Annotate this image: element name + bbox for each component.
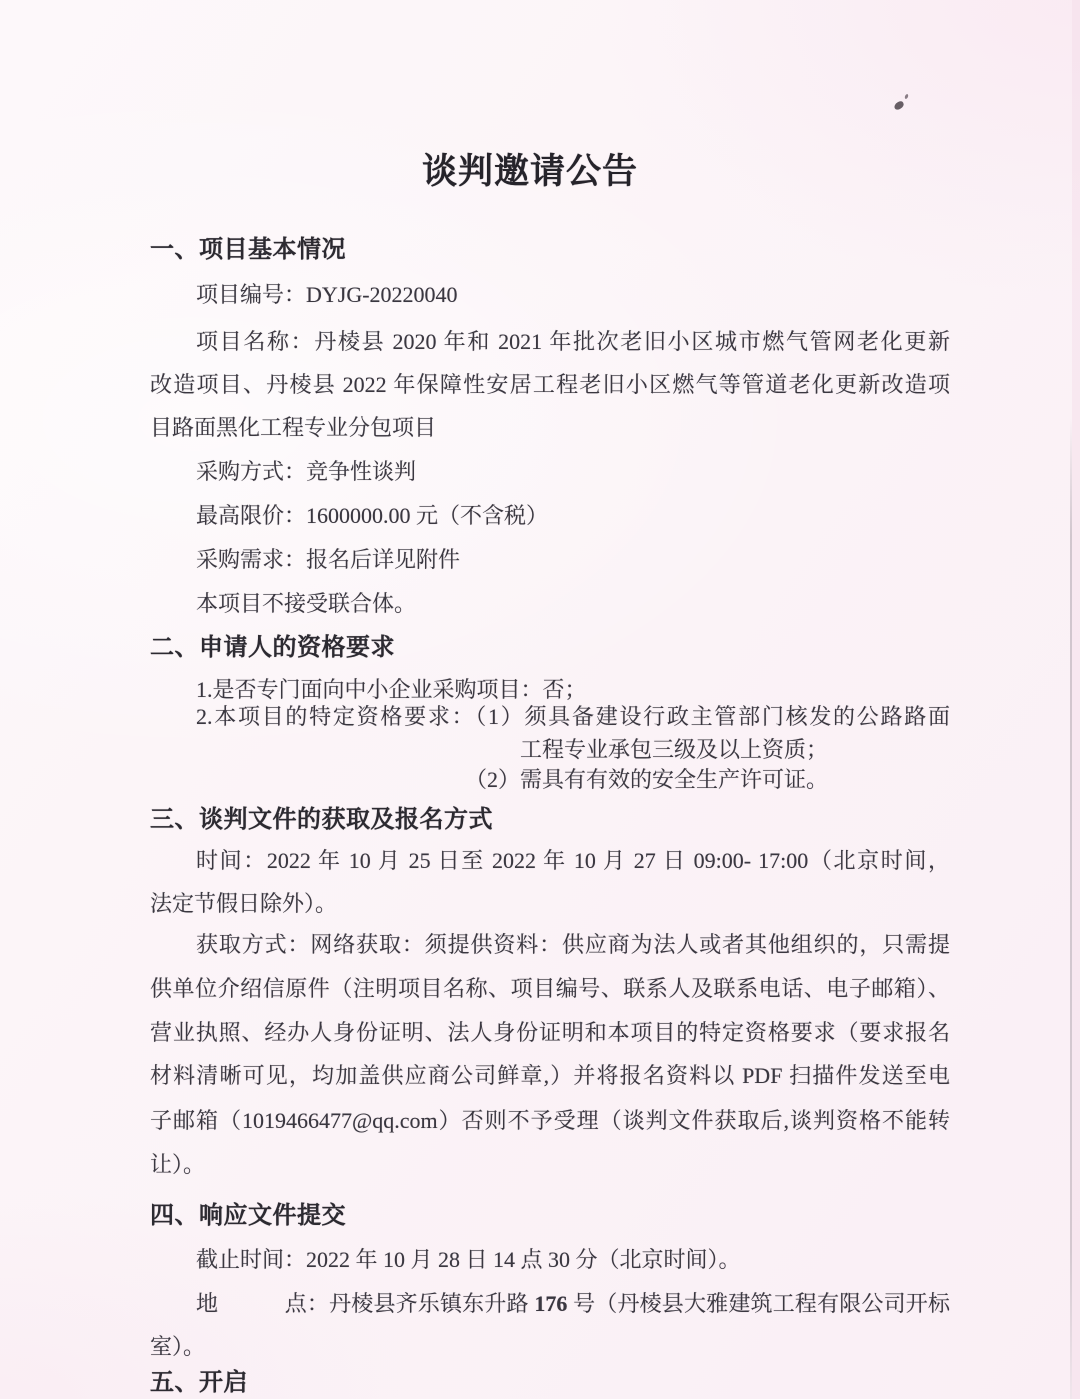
- obtain-method-line-5: 子邮箱（1019466477@qq.com）否则不予受理（谈判文件获取后,谈判资格不能转: [150, 1108, 950, 1133]
- ink-speck: [893, 86, 915, 112]
- section-1-heading: 一、项目基本情况: [150, 235, 346, 263]
- project-name-line-2: 改造项目、丹棱县 2022 年保障性安居工程老旧小区燃气等管道老化更新改造项: [150, 372, 950, 397]
- max-price-line: 最高限价：1600000.00 元（不含税）: [196, 503, 549, 528]
- no-consortium-line: 本项目不接受联合体。: [196, 591, 417, 616]
- location-prefix: 地 点：丹棱县齐乐镇东升路: [196, 1291, 535, 1316]
- qualification-item-2-line-3: （2）需具有有效的安全生产许可证。: [465, 767, 829, 792]
- project-name-line-3: 目路面黑化工程专业分包项目: [150, 415, 437, 440]
- scan-edge-line: [1070, 418, 1072, 1399]
- qualification-item-2-line-1: 2.本项目的特定资格要求：（1）须具备建设行政主管部门核发的公路路面: [196, 704, 950, 729]
- project-name-line-1: 项目名称：丹棱县 2020 年和 2021 年批次老旧小区城市燃气管网老化更新: [196, 329, 950, 354]
- ink-speck-dot: [904, 94, 909, 100]
- procurement-demand-line: 采购需求：报名后详见附件: [196, 547, 461, 572]
- location-line-2: 室）。: [150, 1334, 206, 1359]
- obtain-time-line-2: 法定节假日除外）。: [150, 891, 338, 916]
- obtain-method-line-1: 获取方式：网络获取：须提供资料：供应商为法人或者其他组织的，只需提: [196, 932, 950, 957]
- document-title: 谈判邀请公告: [421, 152, 638, 191]
- procurement-method-line: 采购方式：竞争性谈判: [196, 459, 417, 484]
- obtain-method-line-4: 材料清晰可见，均加盖供应商公司鲜章,）并将报名资料以 PDF 扫描件发送至电: [150, 1063, 950, 1088]
- deadline-line: 截止时间：2022 年 10 月 28 日 14 点 30 分（北京时间）。: [196, 1247, 741, 1272]
- qualification-item-1: 1.是否专门面向中小企业采购项目：否；: [196, 677, 587, 702]
- obtain-time-line-1: 时间：2022 年 10 月 25 日至 2022 年 10 月 27 日 09:00- 17:00（北京时间，: [196, 848, 950, 873]
- section-2-heading: 二、申请人的资格要求: [150, 633, 395, 661]
- ink-speck-blob: [893, 100, 905, 111]
- project-number-line: 项目编号：DYJG-20220040: [196, 282, 458, 307]
- section-5-heading: 五、开启: [150, 1368, 248, 1396]
- location-line-1: [150, 1289, 950, 1319]
- location-street-number: 176: [534, 1291, 568, 1316]
- obtain-method-line-6: 让）。: [150, 1152, 206, 1177]
- section-4-heading: 四、响应文件提交: [150, 1201, 346, 1229]
- obtain-method-line-3: 营业执照、经办人身份证明、法人身份证明和本项目的特定资格要求（要求报名: [150, 1020, 950, 1045]
- qualification-item-2-line-2: 工程专业承包三级及以上资质；: [520, 737, 829, 762]
- location-suffix: 号（丹棱县大雅建筑工程有限公司开标: [567, 1291, 950, 1316]
- obtain-method-line-2: 供单位介绍信原件（注明项目名称、项目编号、联系人及联系电话、电子邮箱）、: [150, 976, 950, 1001]
- section-3-heading: 三、谈判文件的获取及报名方式: [150, 805, 493, 833]
- scan-edge-strip: [1072, 0, 1080, 1399]
